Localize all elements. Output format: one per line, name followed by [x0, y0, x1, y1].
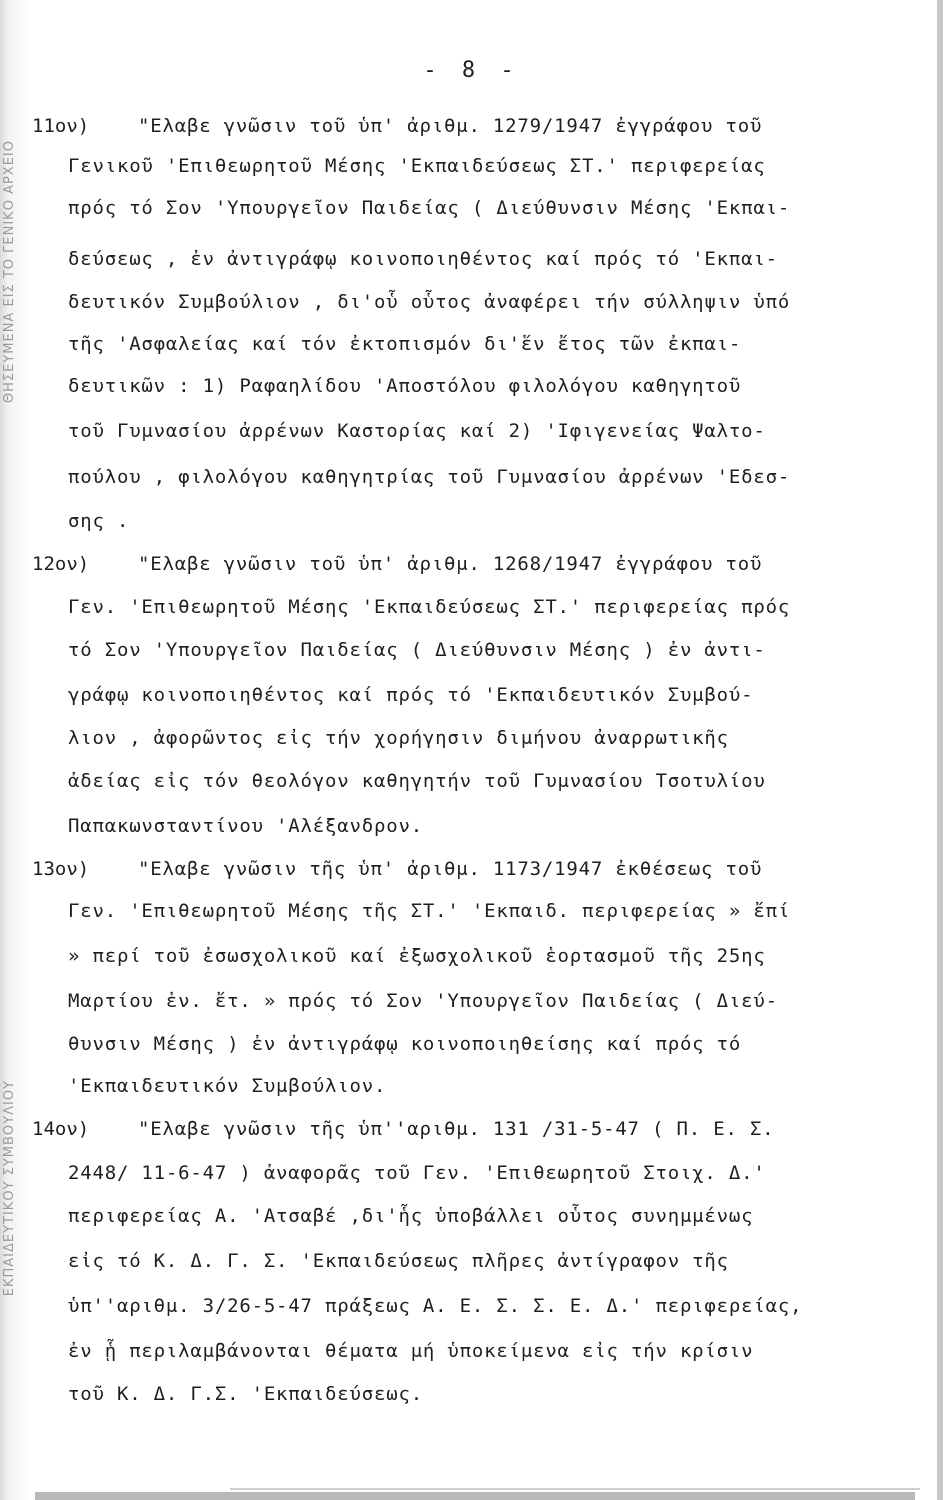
- entry-number: 12ον): [32, 553, 90, 575]
- entry-line: "Ελαβε γνῶσιν τῆς ὑπ' ἀριθμ. 1173/1947 ἐκθέσεως τοῦ: [138, 858, 763, 880]
- entry-line: ὑπ''αριθμ. 3/26-5-47 πράξεως Α. Ε. Σ. Σ. Ε. Δ.' περιφερείας,: [68, 1295, 803, 1317]
- entry-line: 2448/ 11-6-47 ) ἀναφορᾶς τοῦ Γεν. 'Επιθεωρητοῦ Στοιχ. Δ.': [68, 1162, 766, 1184]
- entry-line: 'Εκπαιδευτικόν Συμβούλιον.: [68, 1075, 387, 1097]
- bottom-rule: [230, 1488, 920, 1490]
- page-number: - 8 -: [423, 58, 520, 83]
- entry-line: Μαρτίου ἐν. ἔτ. » πρός τό Σον 'Υπουργεῖον Παιδείας ( Διεύ-: [68, 990, 778, 1012]
- entry-number: 14ον): [32, 1118, 90, 1140]
- entry-line: δευτικόν Συμβούλιον , δι'οὗ οὗτος ἀναφέρει τήν σύλληψιν ὑπό: [68, 291, 791, 313]
- entry-line: "Ελαβε γνῶσιν τοῦ ὑπ' ἀριθμ. 1268/1947 ἐγγράφου τοῦ: [138, 553, 763, 575]
- scan-edge: [937, 0, 943, 1500]
- entry-line: γράφῳ κοινοποιηθέντος καί πρός τό 'Εκπαιδευτικόν Συμβού-: [68, 684, 754, 706]
- margin-stamp-upper: ΘΗΣΕΥΜΕΝΑ ΕΙΣ ΤΟ ΓΕΝΙΚΟ ΑΡΧΕΙΟ: [2, 140, 17, 404]
- entry-line: » περί τοῦ ἐσωσχολικοῦ καί ἐξωσχολικοῦ ἑορτασμοῦ τῆς 25ης: [68, 945, 766, 967]
- entry-line: Γεν. 'Επιθεωρητοῦ Μέσης τῆς ΣΤ.' 'Εκπαιδ. περιφερείας » ἔπί: [68, 900, 791, 922]
- entry-line: θυνσιν Μέσης ) ἐν ἀντιγράφῳ κοινοποιηθείσης καί πρός τό: [68, 1033, 742, 1055]
- entry-line: Γεν. 'Επιθεωρητοῦ Μέσης 'Εκπαιδεύσεως ΣΤ.' περιφερείας πρός: [68, 596, 791, 618]
- entry-line: λιον , ἀφορῶντος εἰς τήν χορήγησιν διμήνου ἀναρρωτικῆς: [68, 727, 729, 749]
- entry-line: Παπακωνσταντίνου 'Αλέξανδρον.: [68, 815, 423, 837]
- entry-line: τοῦ Κ. Δ. Γ.Σ. 'Εκπαιδεύσεως.: [68, 1383, 423, 1405]
- entry-line: ἐν ᾗ περιλαμβάνονται θέματα μή ὑποκείμενα εἰς τήν κρίσιν: [68, 1340, 754, 1362]
- entry-line: τῆς 'Ασφαλείας καί τόν ἐκτοπισμόν δι'ἕν ἔτος τῶν ἐκπαι-: [68, 333, 742, 355]
- entry-number: 11ον): [32, 115, 90, 137]
- entry-line: εἰς τό Κ. Δ. Γ. Σ. 'Εκπαιδεύσεως πλῆρες ἀντίγραφον τῆς: [68, 1250, 729, 1272]
- entry-line: πούλου , φιλολόγου καθηγητρίας τοῦ Γυμνασίου ἀρρένων 'Εδεσ-: [68, 466, 791, 488]
- entry-number: 13ον): [32, 858, 90, 880]
- entry-line: "Ελαβε γνῶσιν τῆς ὑπ''αριθμ. 131 /31-5-47 ( Π. Ε. Σ.: [138, 1118, 775, 1140]
- entry-line: περιφερείας Α. 'Ατσαβέ ,δι'ἧς ὑποβάλλει οὗτος συνημμένως: [68, 1205, 754, 1227]
- scan-bottom-edge: [35, 1492, 915, 1500]
- entry-line: τοῦ Γυμνασίου ἀρρένων Καστορίας καί 2) 'Ιφιγενείας Ψαλτο-: [68, 420, 766, 442]
- entry-line: Γενικοῦ 'Επιθεωρητοῦ Μέσης 'Εκπαιδεύσεως ΣΤ.' περιφερείας: [68, 155, 766, 177]
- entry-line: ἀδείας εἰς τόν θεολόγον καθηγητήν τοῦ Γυμνασίου Τσοτυλίου: [68, 770, 766, 792]
- entry-line: τό Σον 'Υπουργεῖον Παιδείας ( Διεύθυνσιν Μέσης ) ἐν ἀντι-: [68, 639, 766, 661]
- entry-line: σης .: [68, 510, 130, 532]
- entry-line: πρός τό Σον 'Υπουργεῖον Παιδείας ( Διεύθυνσιν Μέσης 'Εκπαι-: [68, 197, 791, 219]
- entry-line: δεύσεως , ἐν ἀντιγράφῳ κοινοποιηθέντος καί πρός τό 'Εκπαι-: [68, 248, 778, 270]
- margin-stamp-lower: ΕΚΠΑΙΔΕΥΤΙΚΟΥ ΣΥΜΒΟΥΛΙΟΥ: [2, 1080, 17, 1297]
- entry-line: "Ελαβε γνῶσιν τοῦ ὑπ' ἀριθμ. 1279/1947 ἐγγράφου τοῦ: [138, 115, 763, 137]
- entry-line: δευτικῶν : 1) Ραφαηλίδου 'Αποστόλου φιλολόγου καθηγητοῦ: [68, 375, 742, 397]
